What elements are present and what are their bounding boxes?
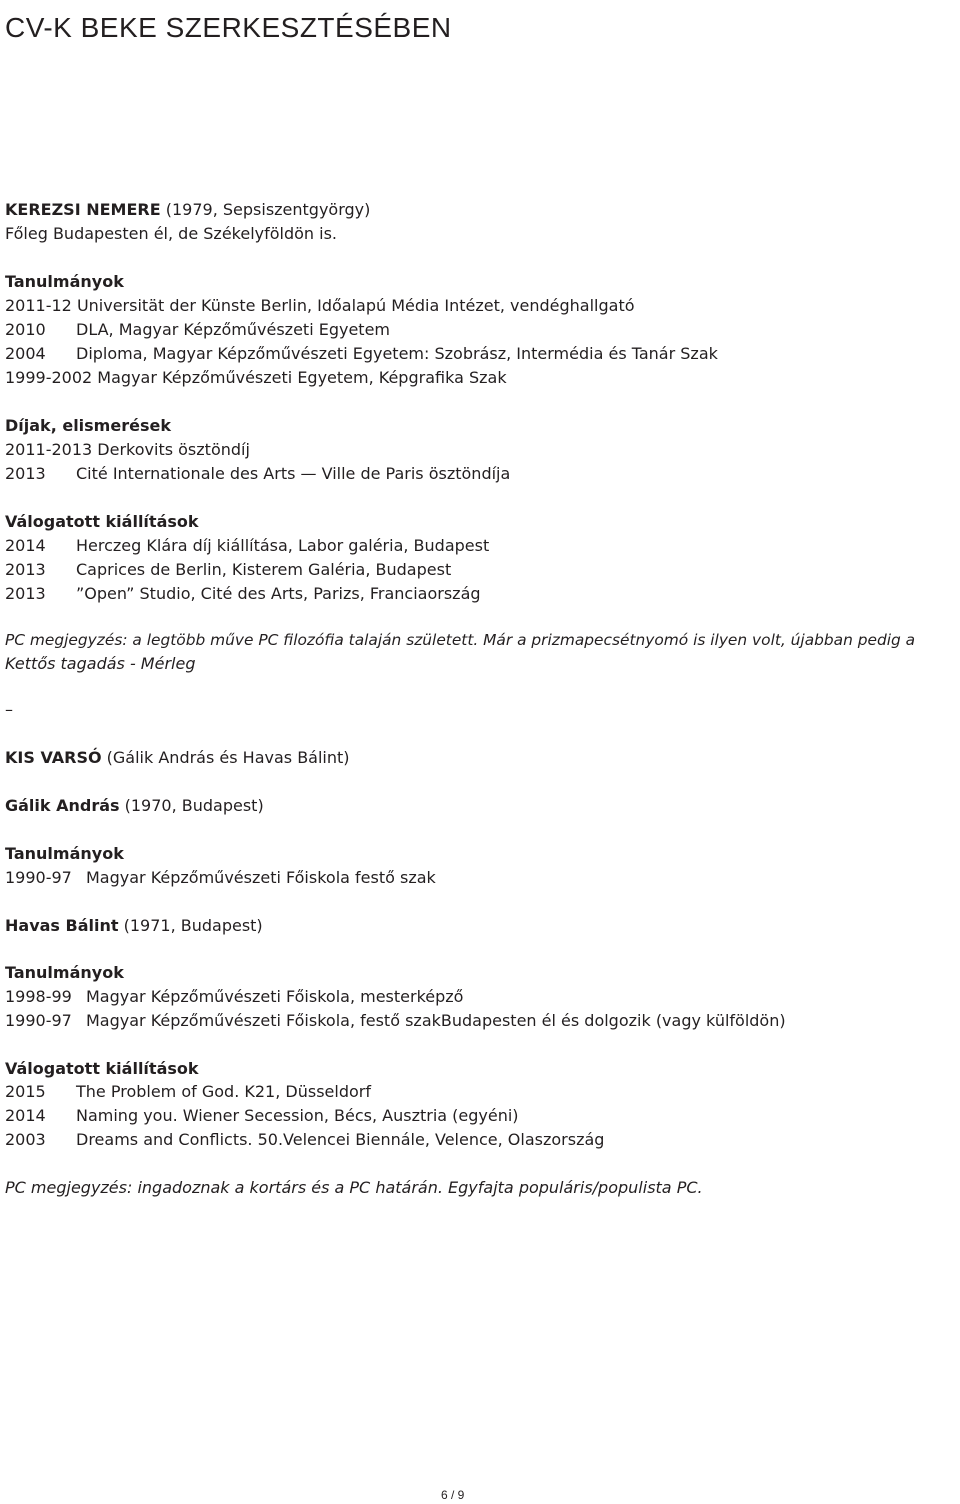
artist-header — [5, 198, 370, 222]
list-item: 1990-97 Magyar Képzőművészeti Főiskola festő szak — [5, 868, 436, 887]
exhibitions-heading: Válogatott kiállítások — [5, 1059, 199, 1078]
list-item: 2014 Herczeg Klára díj kiállítása, Labor galéria, Budapest — [5, 536, 490, 555]
group-name: KIS VARSÓ — [5, 748, 102, 767]
exhibitions-heading: Válogatott kiállítások — [5, 512, 199, 531]
artist-name: KEREZSI NEMERE — [5, 200, 161, 219]
list-item: 2013 Caprices de Berlin, Kisterem Galéria, Budapest — [5, 560, 452, 579]
page-title: CV-K BEKE SZERKESZTÉSÉBEN — [5, 12, 452, 43]
section-separator: – — [5, 700, 13, 719]
list-item: 2011-2013 Derkovits ösztöndíj — [5, 440, 250, 459]
studies-heading: Tanulmányok — [5, 963, 124, 982]
list-item: 1998-99 Magyar Képzőművészeti Főiskola, mesterképző — [5, 987, 464, 1006]
page-number: 6 / 9 — [441, 1488, 465, 1502]
artist-header — [5, 914, 263, 938]
list-item: 2011-12 Universität der Künste Berlin, Időalapú Média Intézet, vendéghallgató — [5, 296, 635, 315]
pc-note: PC megjegyzés: a legtöbb műve PC filozófia talaján született. Már a prizmapecsétnyomó is ilyen volt, újabban pedig a — [5, 631, 916, 649]
list-item: 2004 Diploma, Magyar Képzőművészeti Egyetem: Szobrász, Intermédia és Tanár Szak — [5, 344, 718, 363]
group-header — [5, 746, 350, 770]
artist-birth: (1971, Budapest) — [118, 916, 263, 935]
list-item: 2014 Naming you. Wiener Secession, Bécs, Ausztria (egyéni) — [5, 1106, 519, 1125]
group-members: (Gálik András és Havas Bálint) — [101, 748, 350, 767]
artist-birth: (1970, Budapest) — [119, 796, 264, 815]
list-item: 2015 The Problem of God. K21, Düsseldorf — [5, 1082, 371, 1101]
list-item: 2003 Dreams and Conflicts. 50.Velencei Biennále, Velence, Olaszország — [5, 1130, 605, 1149]
list-item: 2013 Cité Internationale des Arts — Ville de Paris ösztöndíja — [5, 464, 511, 483]
artist-birth: (1979, Sepsiszentgyörgy) — [160, 200, 371, 219]
list-item: 1999-2002 Magyar Képzőművészeti Egyetem, Képgrafika Szak — [5, 368, 507, 387]
awards-heading: Díjak, elismerések — [5, 416, 171, 435]
list-item: 1990-97 Magyar Képzőművészeti Főiskola, festő szakBudapesten él és dolgozik (vagy külföldön) — [5, 1011, 786, 1030]
artist-residence: Főleg Budapesten él, de Székelyföldön is. — [5, 224, 338, 243]
artist-name: Havas Bálint — [5, 916, 119, 935]
artist-header — [5, 794, 264, 818]
pc-note-continued: Kettős tagadás - Mérleg — [5, 654, 196, 673]
studies-heading: Tanulmányok — [5, 272, 124, 291]
list-item: 2013 ”Open” Studio, Cité des Arts, Parizs, Franciaország — [5, 584, 481, 603]
pc-note: PC megjegyzés: ingadoznak a kortárs és a PC határán. Egyfajta populáris/populista PC. — [5, 1178, 703, 1197]
artist-name: Gálik András — [5, 796, 120, 815]
studies-heading: Tanulmányok — [5, 844, 124, 863]
list-item: 2010 DLA, Magyar Képzőművészeti Egyetem — [5, 320, 391, 339]
